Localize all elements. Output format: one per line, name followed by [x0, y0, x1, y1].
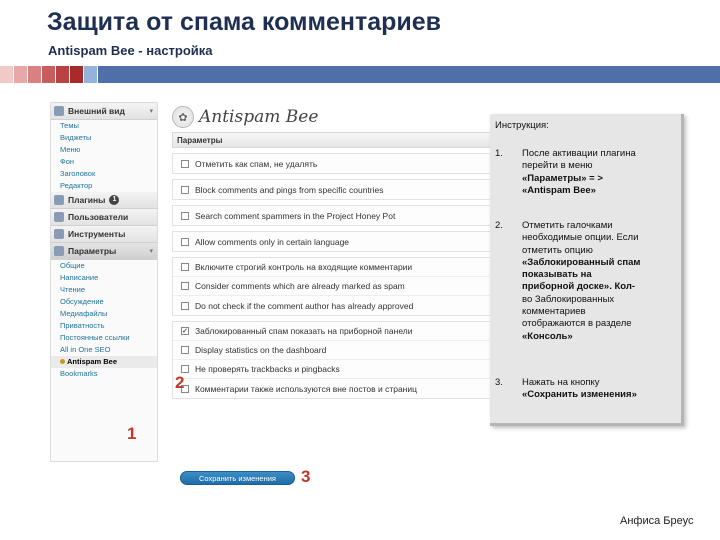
sidebar-item[interactable]	[51, 356, 157, 368]
step-line: отметить опцию	[522, 244, 593, 256]
callout-3: 3	[301, 467, 311, 486]
option-row	[173, 258, 503, 277]
admin-sidebar	[50, 102, 158, 462]
option-group	[172, 179, 504, 200]
option-label: Search comment spammers in the Project Honey Pot	[195, 210, 396, 221]
option-label: Do not check if the comment author has already approved	[195, 300, 414, 311]
sidebar-item-label: Темы	[60, 121, 79, 130]
instruction-step	[495, 148, 681, 197]
sidebar-item[interactable]	[51, 332, 157, 344]
sidebar-item-label: Bookmarks	[60, 369, 98, 378]
sidebar-item-label: Обсуждение	[60, 297, 104, 306]
plugin-settings-panel	[172, 102, 504, 462]
instruction-title: Инструкция:	[495, 120, 549, 131]
update-count-badge: 1	[109, 195, 119, 205]
step-text	[522, 148, 636, 197]
option-checkbox[interactable]: ✓	[182, 328, 188, 335]
sidebar-item-label: Заголовок	[60, 169, 96, 178]
decorative-band-cells	[0, 66, 98, 83]
step-line: «Antispam Bee»	[522, 184, 596, 196]
option-checkbox[interactable]	[181, 238, 189, 246]
bee-icon: ✿	[172, 106, 194, 128]
sidebar-item[interactable]	[51, 368, 157, 380]
sidebar-item[interactable]	[51, 144, 157, 156]
step-line: Нажать на кнопку	[522, 377, 600, 388]
step-line: перейти в меню	[522, 160, 593, 172]
instruction-panel	[490, 114, 684, 426]
sidebar-section[interactable]	[51, 226, 157, 243]
options-list	[172, 153, 504, 399]
sidebar-section[interactable]	[51, 192, 157, 209]
sidebar-item[interactable]	[51, 284, 157, 296]
option-group	[172, 321, 504, 399]
sidebar-item-label: Antispam Bee	[67, 357, 118, 366]
sidebar-section-label: Плагины	[68, 195, 106, 205]
option-row	[173, 296, 503, 315]
option-group	[172, 231, 504, 252]
sidebar-item-label: All in One SEO	[60, 345, 111, 354]
band-cell	[70, 66, 84, 83]
brush-icon	[54, 106, 64, 116]
chevron-down-icon[interactable]: ▾	[149, 248, 153, 255]
option-label: Не проверять trackbacks и pingbacks	[195, 364, 340, 374]
step-line: отображаются в разделе	[522, 318, 632, 330]
option-group	[172, 205, 504, 226]
option-checkbox[interactable]	[181, 212, 189, 220]
callout-1: 1	[127, 424, 137, 443]
plugin-title: Antispam Bee	[199, 107, 319, 127]
sidebar-item[interactable]	[51, 156, 157, 168]
sidebar-item[interactable]	[51, 120, 157, 132]
sidebar-section-label: Инструменты	[68, 229, 126, 239]
option-row	[173, 154, 503, 173]
step-line: Отметить галочками	[522, 220, 613, 231]
option-row	[173, 180, 503, 199]
step-line: показывать на	[522, 269, 592, 281]
sidebar-item[interactable]	[51, 132, 157, 144]
step-line: «Заблокированный спам	[522, 256, 641, 268]
option-checkbox[interactable]	[181, 186, 189, 194]
step-number: 3.	[495, 377, 503, 388]
option-label: Display statistics on the dashboard	[195, 345, 327, 355]
option-label: Комментарии также используются вне постов и страниц	[195, 383, 417, 394]
sidebar-item[interactable]	[51, 260, 157, 272]
option-label: Заблокированный спам показать на приборной панели	[195, 326, 413, 336]
sidebar-section-label: Внешний вид	[68, 106, 125, 116]
decorative-band	[98, 66, 720, 83]
users-icon	[54, 212, 64, 222]
sidebar-section-label: Параметры	[68, 246, 117, 256]
step-line: «Параметры» = >	[522, 172, 603, 184]
option-row	[173, 277, 503, 296]
option-row	[173, 341, 503, 360]
option-group	[172, 153, 504, 174]
save-changes-button[interactable]: Сохранить изменения	[180, 471, 295, 485]
sidebar-section[interactable]	[51, 209, 157, 226]
sidebar-section[interactable]	[51, 103, 157, 120]
sidebar-item-label: Виджеты	[60, 133, 92, 142]
option-row	[173, 379, 503, 398]
chevron-down-icon[interactable]: ▾	[149, 108, 153, 115]
step-text	[522, 377, 637, 402]
sidebar-item-label: Написание	[60, 273, 99, 282]
wordpress-screenshot	[50, 98, 504, 490]
sidebar-item[interactable]	[51, 180, 157, 192]
step-line: комментариев	[522, 306, 586, 318]
sidebar-item-label: Чтение	[60, 285, 86, 294]
step-line: необходимые опции. Если	[522, 232, 639, 244]
option-checkbox[interactable]	[181, 302, 189, 310]
sidebar-item-label: Редактор	[60, 181, 93, 190]
sidebar-item[interactable]	[51, 308, 157, 320]
option-row	[173, 206, 503, 225]
option-checkbox[interactable]	[181, 263, 189, 271]
instruction-step	[495, 220, 681, 343]
sidebar-item[interactable]	[51, 168, 157, 180]
sidebar-item[interactable]	[51, 296, 157, 308]
band-cell	[56, 66, 70, 83]
step-line: «Консоль»	[522, 330, 573, 342]
plugin-header	[172, 102, 504, 132]
instruction-step	[495, 377, 681, 402]
option-group	[172, 257, 504, 316]
option-label: Consider comments which are already marked as spam	[195, 281, 405, 291]
sidebar-item-label: Общие	[60, 261, 85, 270]
option-row	[173, 232, 503, 251]
section-heading: Параметры	[172, 132, 504, 148]
option-row	[173, 360, 503, 379]
step-line: «Сохранить изменения»	[522, 389, 637, 401]
plugin-icon	[54, 195, 64, 205]
sidebar-section[interactable]	[51, 243, 157, 260]
sidebar-section-label: Пользователи	[68, 212, 129, 222]
option-checkbox[interactable]	[181, 365, 189, 373]
sidebar-item-label: Меню	[60, 145, 81, 154]
sidebar-item-label: Постоянные ссылки	[60, 333, 130, 342]
band-cell	[0, 66, 14, 83]
option-checkbox[interactable]	[181, 346, 189, 354]
bee-icon	[60, 359, 65, 364]
sidebar-item-label: Медиафайлы	[60, 309, 108, 318]
slide-title: Защита от спама комментариев	[47, 8, 442, 36]
step-number: 1.	[495, 148, 503, 159]
step-line: во Заблокированных	[522, 293, 615, 305]
step-text	[522, 220, 640, 343]
option-label: Allow comments only in certain language	[195, 236, 350, 247]
slide-subtitle: Antispam Bee - настройка	[48, 43, 213, 58]
option-label: Block comments and pings from specific countries	[195, 184, 384, 195]
band-cell	[84, 66, 98, 83]
sidebar-item-label: Фон	[60, 157, 75, 166]
sidebar-item[interactable]	[51, 272, 157, 284]
option-label: Отметить как спам, не удалять	[195, 158, 318, 169]
tools-icon	[54, 229, 64, 239]
option-label: Включите строгий контроль на входящие комментарии	[195, 262, 413, 272]
option-checkbox[interactable]	[181, 282, 189, 290]
callout-2: 2	[175, 373, 185, 392]
sidebar-item-label: Приватность	[60, 321, 105, 330]
step-line: приборной доске». Кол-	[522, 281, 636, 293]
option-checkbox[interactable]	[181, 160, 189, 168]
option-row	[173, 322, 503, 341]
settings-icon	[54, 246, 64, 256]
step-line: После активации плагина	[522, 148, 636, 159]
band-cell	[14, 66, 28, 83]
step-number: 2.	[495, 220, 503, 231]
band-cell	[42, 66, 56, 83]
sidebar-item[interactable]	[51, 344, 157, 356]
sidebar-item[interactable]	[51, 320, 157, 332]
band-cell	[28, 66, 42, 83]
author-name: Анфиса Бреус	[620, 515, 694, 527]
